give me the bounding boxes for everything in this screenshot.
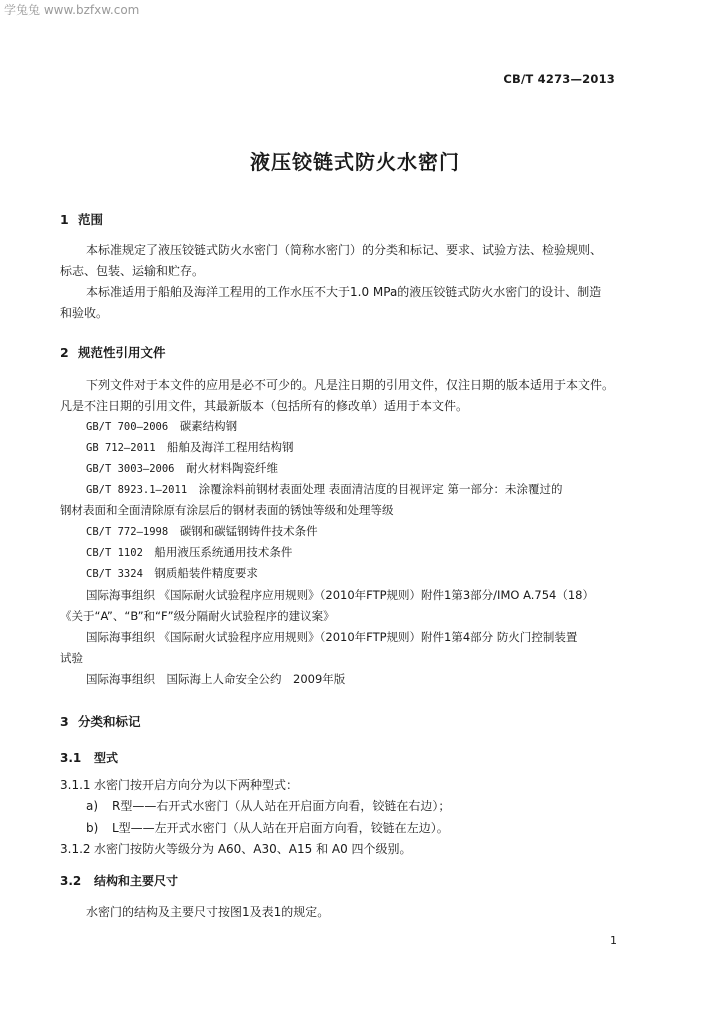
imo-reference-1-line-2: 《关于“A”、“B”和“F”级分隔耐火试验程序的建议案》 — [60, 609, 335, 623]
standard-number: CB/T 4273—2013 — [503, 72, 615, 86]
section-number: 2 — [60, 345, 69, 360]
imo-reference-3: 国际海事组织 国际海上人命安全公约 2009年版 — [86, 672, 346, 686]
clause-text: 水密门按防火等级分为 A60、A30、A15 和 A0 四个级别。 — [94, 842, 412, 856]
clause-text: 水密门按开启方向分为以下两种型式： — [94, 778, 299, 792]
reference-code: CB/T 772—1998 — [86, 526, 169, 538]
reference-title: 船用液压系统通用技术条件 — [154, 545, 293, 559]
reference-title: 碳素结构钢 — [179, 419, 238, 433]
section-3-1-heading — [60, 749, 118, 766]
section-number: 1 — [60, 212, 69, 227]
reference-title: 钢质船装件精度要求 — [154, 566, 258, 580]
section-3-2-heading — [60, 872, 178, 889]
reference-title: 船舶及海洋工程用结构钢 — [167, 440, 294, 454]
reference-item — [86, 481, 562, 497]
imo-reference-2-line-1: 国际海事组织 《国际耐火试验程序应用规则》（2010年FTP规则）附件1第4部分 防火门控制装置 — [86, 630, 578, 644]
normative-intro-line-1: 下列文件对于本文件的应用是必不可少的。凡是注日期的引用文件，仅注日期的版本适用于本文件。 — [86, 378, 615, 392]
section-title: 结构和主要尺寸 — [94, 874, 179, 888]
reference-item — [86, 460, 278, 476]
section-number: 3.2 — [60, 874, 82, 888]
imo-reference-1-line-1: 国际海事组织 《国际耐火试验程序应用规则》（2010年FTP规则）附件1第3部分/IMO A.754（18） — [86, 588, 594, 602]
reference-code: CB/T 3324 — [86, 568, 143, 580]
clause-number: 3.1.1 — [60, 778, 91, 792]
list-text: R型——右开式水密门（从人站在开启面方向看，铰链在右边）； — [112, 799, 451, 813]
section-title: 型式 — [94, 751, 119, 765]
reference-code: GB 712—2011 — [86, 442, 156, 454]
document-title: 液压铰链式防火水密门 — [250, 150, 460, 174]
scope-paragraph-1-line-1: 本标准规定了液压铰链式防火水密门（简称水密门）的分类和标记、要求、试验方法、检验规则、 — [86, 243, 603, 257]
page-number: 1 — [610, 934, 617, 947]
reference-code: CB/T 1102 — [86, 547, 143, 559]
reference-item — [86, 418, 237, 434]
section-number: 3 — [60, 714, 69, 729]
watermark-text: 学兔兔 www.bzfxw.com — [4, 3, 140, 17]
section-title: 规范性引用文件 — [78, 345, 166, 360]
imo-reference-2-line-2: 试验 — [60, 651, 83, 665]
reference-item — [86, 439, 294, 455]
reference-item — [86, 523, 318, 539]
clause-number: 3.1.2 — [60, 842, 91, 856]
normative-intro-line-2: 凡是不注日期的引用文件，其最新版本（包括所有的修改单）适用于本文件。 — [60, 399, 469, 413]
scope-paragraph-1-line-2: 标志、包装、运输和贮存。 — [60, 264, 205, 278]
clause-3-2-text: 水密门的结构及主要尺寸按图1及表1的规定。 — [86, 905, 330, 919]
section-number: 3.1 — [60, 751, 82, 765]
reference-item — [86, 544, 292, 560]
clause-3-1-2 — [60, 839, 412, 859]
reference-title: 碳钢和碳锰钢铸件技术条件 — [179, 524, 318, 538]
reference-continuation: 钢材表面和全面清除原有涂层后的钢材表面的锈蚀等级和处理等级 — [60, 503, 394, 517]
list-label: a) — [86, 799, 99, 813]
reference-item — [86, 565, 258, 581]
scope-paragraph-2-line-1: 本标准适用于船舶及海洋工程用的工作水压不大于1.0 MPa的液压铰链式防火水密门的设计、制造 — [86, 285, 602, 299]
reference-code: GB/T 700—2006 — [86, 421, 169, 433]
reference-code: GB/T 3003—2006 — [86, 463, 175, 475]
scope-paragraph-2-line-2: 和验收。 — [60, 306, 109, 320]
list-label: b) — [86, 821, 99, 835]
list-text: L型——左开式水密门（从人站在开启面方向看，铰链在左边）。 — [112, 821, 449, 835]
section-3-heading — [60, 712, 141, 730]
section-title: 分类和标记 — [78, 714, 141, 729]
list-item-a — [86, 796, 450, 816]
reference-code: GB/T 8923.1—2011 — [86, 484, 188, 496]
list-item-b — [86, 818, 449, 838]
section-title: 范围 — [78, 212, 104, 227]
clause-3-1-1 — [60, 775, 298, 795]
reference-title: 耐火材料陶瓷纤维 — [186, 461, 279, 475]
section-1-heading — [60, 210, 103, 228]
reference-title: 涂覆涂料前钢材表面处理 表面清洁度的目视评定 第一部分：未涂覆过的 — [198, 482, 563, 496]
section-2-heading — [60, 343, 166, 361]
